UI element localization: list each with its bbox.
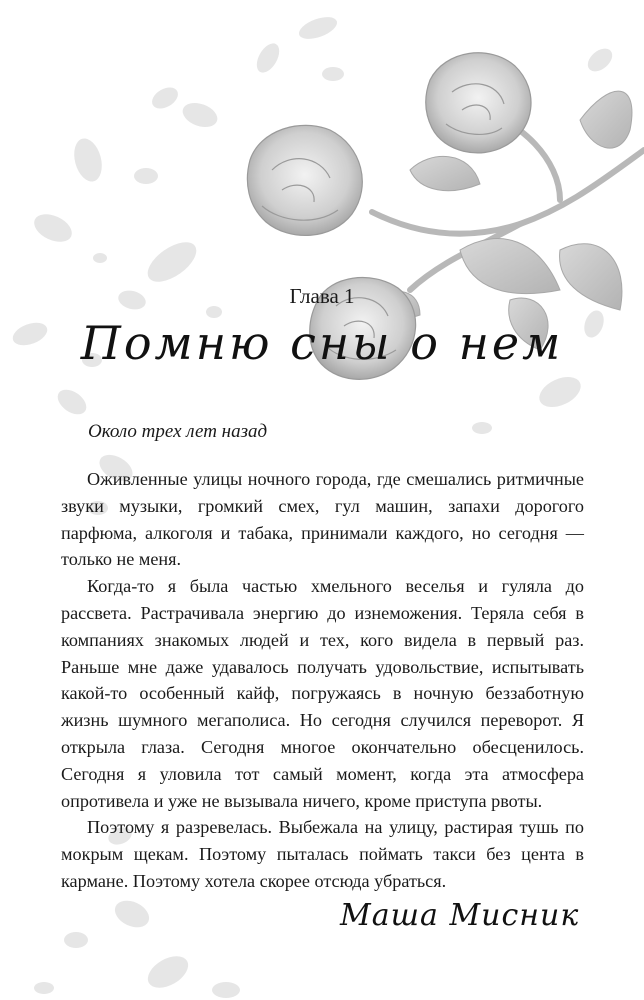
petal <box>111 896 154 933</box>
paragraph: Поэтому я разревелась. Выбежала на улицу, растирая тушь по мокрым щекам. Поэтому пыталась поймать такси без цента в кармане. Поэтому хотела скорее отсюда убраться. <box>61 817 584 891</box>
petal <box>53 385 91 420</box>
paragraph: Когда-то я была частью хмельного веселья и гуляла до рассвета. Растрачивала энергию до изнеможения. Теряла себя в компаниях знакомых людей и тех, кого видела в первый раз. Раньше мне даже удавалось получать удовольствие, испытывать какой-то особенный кайф, погружаясь в ночную беззаботную жизнь шумного мегаполиса. Но сегодня случился переворот. Я открыла глаза. Сегодня многое окончательно обесценилось. Сегодня я уловила тот самый момент, когда эта атмосфера опротивела и уже не вызывала ничего, кроме приступа рвоты. <box>61 576 584 811</box>
petal <box>472 422 492 434</box>
petal <box>148 83 181 113</box>
petal <box>535 371 586 413</box>
petal <box>583 44 616 76</box>
petal <box>142 950 193 995</box>
petal <box>30 209 76 248</box>
petal <box>93 253 107 263</box>
petal <box>134 168 158 184</box>
time-note: Около трех лет назад <box>88 421 268 442</box>
petal <box>141 234 203 289</box>
author-signature: Маша Мисник <box>340 898 580 933</box>
petal <box>252 40 284 77</box>
petal <box>296 13 340 44</box>
body-text <box>61 466 584 895</box>
petal <box>34 982 54 994</box>
petal <box>70 135 107 184</box>
petal <box>322 67 344 81</box>
petal <box>212 982 240 998</box>
chapter-label: Глава 1 <box>289 284 355 308</box>
chapter-title: Помню сны о нем <box>80 316 564 370</box>
petal <box>179 99 220 132</box>
paragraph: Оживленные улицы ночного города, где смешались ритмичные звуки музыки, громкий смех, гул машин, запахи дорогого парфюма, алкоголя и табака, принимали каждого, но сегодня — только не меня. <box>61 469 584 570</box>
petal <box>64 932 88 948</box>
